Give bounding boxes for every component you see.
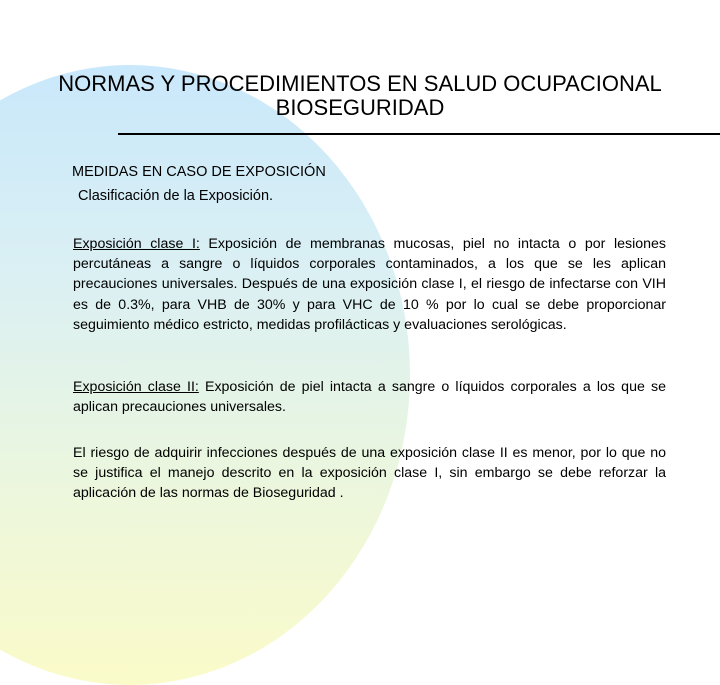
paragraph-class-1: [73, 234, 666, 335]
paragraph-class-2-term: Exposición clase II:: [73, 379, 199, 395]
paragraph-class-1-term: Exposición clase I:: [73, 236, 200, 252]
paragraph-risk: El riesgo de adquirir infecciones después de una exposición clase II es menor, por lo que no se justifica el manejo descrito en la exposición clase I, sin embargo se debe reforzar la aplicación de las normas de Bioseguridad .: [73, 445, 666, 502]
paragraph-class-2-text: Exposición de piel intacta a sangre o líquidos corporales a los que se aplican precauciones universales.: [73, 379, 666, 416]
title-line-2: BIOSEGURIDAD: [275, 95, 445, 120]
title-line-1: NORMAS Y PROCEDIMIENTOS EN SALUD OCUPACIONAL: [58, 71, 662, 96]
slide-title: [0, 72, 720, 120]
paragraph-class-2: [73, 377, 666, 417]
title-divider: [118, 133, 720, 135]
paragraph-class-1-text: Exposición de membranas mucosas, piel no intacta o por lesiones percutáneas a sangre o líquidos corporales contaminados, a los que se les aplican precauciones universales. Después de una exposición clase I, el riesgo de infectarse con VIH es de 0.3%, para VHB de 30% y para VHC de 10 % por lo cual se debe proporcionar seguimiento médico estricto, medidas profilácticas y evaluaciones serológicas.: [73, 236, 666, 333]
subsection-heading: Clasificación de la Exposición.: [78, 188, 274, 204]
section-heading: MEDIDAS EN CASO DE EXPOSICIÓN: [72, 164, 326, 180]
